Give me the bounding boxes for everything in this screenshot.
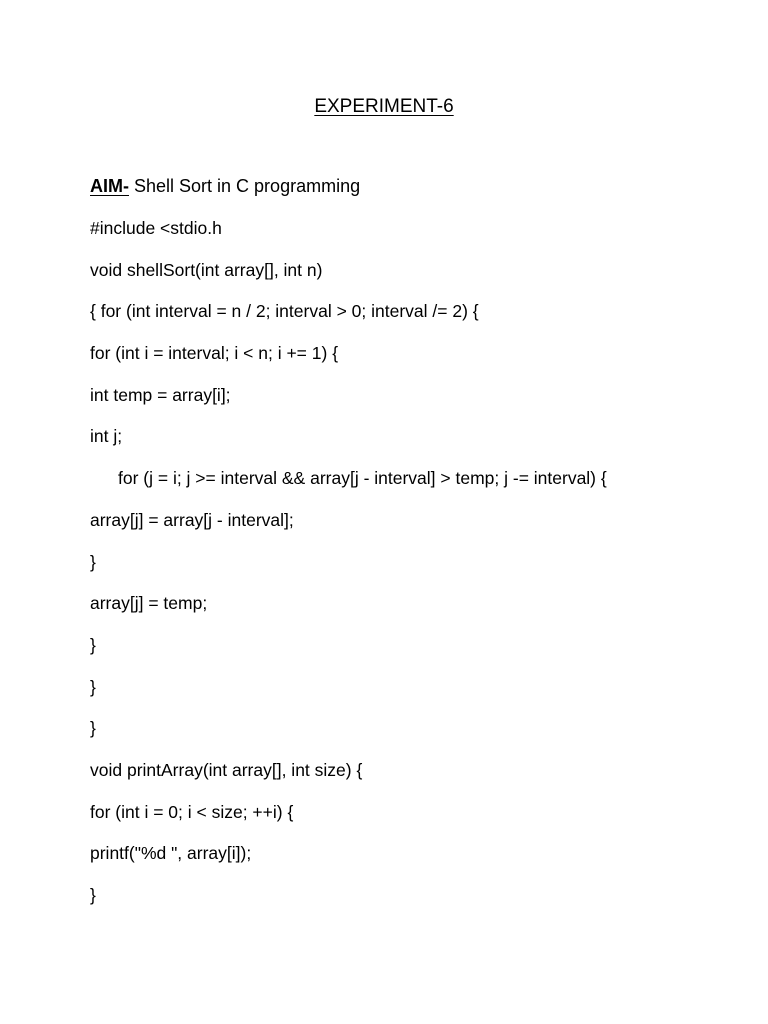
aim-text: Shell Sort in C programming bbox=[129, 176, 361, 196]
code-line: int temp = array[i]; bbox=[90, 384, 231, 405]
code-block bbox=[90, 215, 760, 924]
code-line: printf("%d ", array[i]); bbox=[90, 843, 252, 864]
aim-line bbox=[90, 173, 360, 199]
code-line: void shellSort(int array[], int n) bbox=[90, 259, 323, 280]
code-line: for (j = i; j >= interval && array[j - interval] > temp; j -= interval) { bbox=[118, 468, 607, 489]
aim-label: AIM- bbox=[90, 176, 129, 196]
code-line: } bbox=[90, 634, 96, 655]
code-line: } bbox=[90, 885, 96, 905]
code-line: array[j] = temp; bbox=[90, 593, 208, 614]
title-text: EXPERIMENT-6 bbox=[314, 96, 454, 117]
page-title bbox=[0, 94, 768, 120]
code-line: for (int i = 0; i < size; ++i) { bbox=[90, 801, 294, 822]
code-line: void printArray(int array[], int size) { bbox=[90, 759, 363, 780]
code-line: } bbox=[90, 551, 96, 572]
code-line: } bbox=[90, 676, 96, 697]
code-line: int j; bbox=[90, 426, 123, 447]
code-line: { for (int interval = n / 2; interval > 0; interval /= 2) { bbox=[90, 301, 479, 322]
code-line: for (int i = interval; i < n; i += 1) { bbox=[90, 343, 339, 364]
code-line: #include <stdio.h bbox=[90, 218, 222, 238]
code-line: array[j] = array[j - interval]; bbox=[90, 509, 294, 530]
code-line: } bbox=[90, 718, 96, 739]
